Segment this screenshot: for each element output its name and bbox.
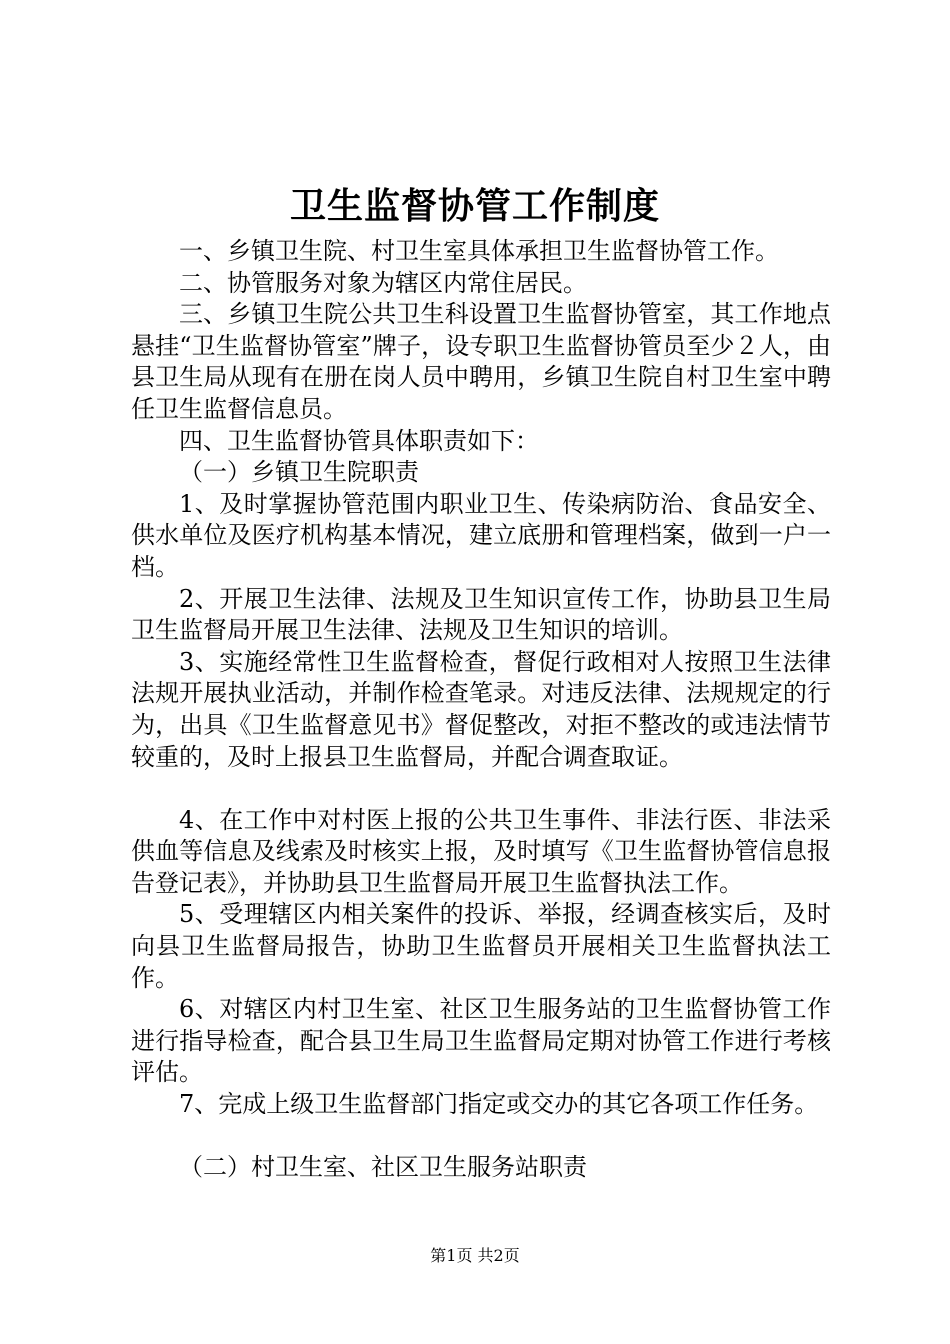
duty-item-5: 5、受理辖区内相关案件的投诉、举报，经调查核实后，及时向县卫生监督局报告，协助卫生监督员开展相关卫生监督执法工作。 [131, 900, 831, 992]
duty-item-4: 4、在工作中对村医上报的公共卫生事件、非法行医、非法采供血等信息及线索及时核实上报，及时填写《卫生监督协管信息报告登记表》，并协助县卫生监督局开展卫生监督执法工作。 [131, 805, 831, 897]
duty-item-7: 7、完成上级卫生监督部门指定或交办的其它各项工作任务。 [179, 1090, 819, 1119]
paragraph-1: 一、乡镇卫生院、村卫生室具体承担卫生监督协管工作。 [179, 237, 779, 265]
page-footer: 第1页 共2页 [430, 1246, 520, 1265]
paragraph-4: 四、卫生监督协管具体职责如下： [179, 426, 539, 455]
document-body [131, 236, 831, 1184]
section-heading-2: （二）村卫生室、社区卫生服务站职责 [179, 1153, 587, 1182]
paragraph-3: 三、乡镇卫生院公共卫生科设置卫生监督协管室，其工作地点悬挂“卫生监督协管室”牌子，设专职卫生监督协管员至少２人，由县卫生局从现有在册在岗人员中聘用，乡镇卫生院自村卫生室中聘任卫生监督信息员。 [131, 300, 831, 423]
section-heading-1: （一）乡镇卫生院职责 [179, 458, 419, 487]
paragraph-2: 二、协管服务对象为辖区内常住居民。 [179, 268, 587, 297]
duty-item-6: 6、对辖区内村卫生室、社区卫生服务站的卫生监督协管工作进行指导检查，配合县卫生局卫生监督局定期对协管工作进行考核评估。 [131, 995, 831, 1087]
duty-item-1: 1、及时掌握协管范围内职业卫生、传染病防治、食品安全、供水单位及医疗机构基本情况，建立底册和管理档案，做到一户一档。 [131, 489, 831, 581]
page-title: 卫生监督协管工作制度 [289, 185, 660, 227]
duty-item-2: 2、开展卫生法律、法规及卫生知识宣传工作，协助县卫生局卫生监督局开展卫生法律、法规及卫生知识的培训。 [131, 584, 831, 645]
duty-item-3: 3、实施经常性卫生监督检查，督促行政相对人按照卫生法律法规开展执业活动，并制作检查笔录。对违反法律、法规规定的行为，出具《卫生监督意见书》督促整改，对拒不整改的或违法情节较重的，及时上报县卫生监督局，并配合调查取证。 [131, 647, 831, 771]
